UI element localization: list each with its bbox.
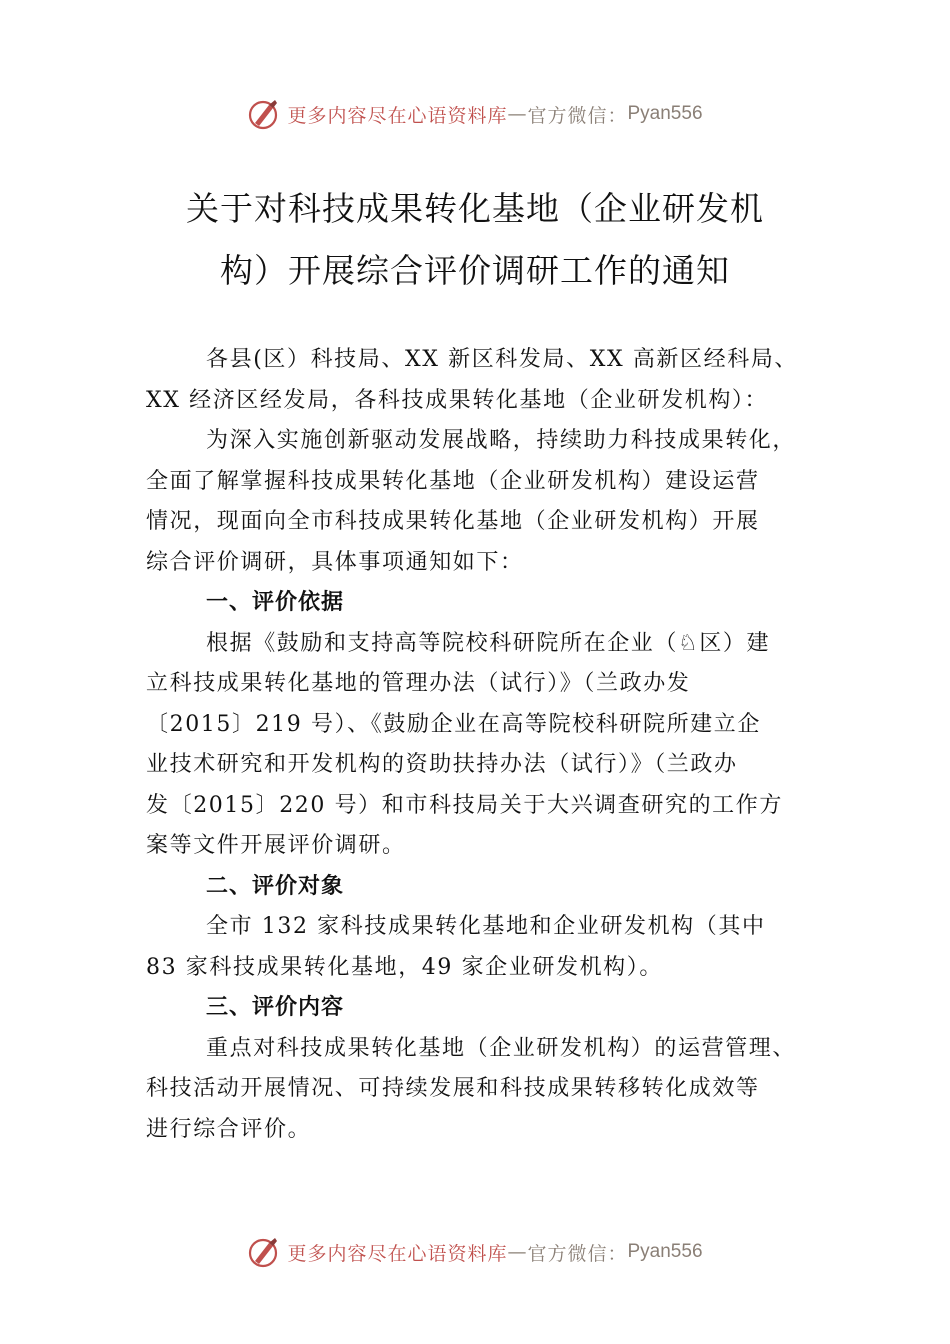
watermark-banner-top bbox=[0, 94, 950, 134]
body-line: 重点对科技成果转化基地（企业研发机构）的运营管理、 bbox=[206, 1035, 797, 1061]
body-line: 根据《鼓励和支持高等院校科研院所在企业（♘区）建 bbox=[206, 630, 771, 656]
watermark-banner-bottom bbox=[0, 1232, 950, 1272]
body-line: 案等文件开展评价调研。 bbox=[146, 833, 406, 858]
watermark-dash: — bbox=[507, 103, 528, 125]
body-line: XX 经济区经发局，各科技成果转化基地（企业研发机构）： bbox=[146, 387, 769, 413]
body-line: 全面了解掌握科技成果转化基地（企业研发机构）建设运营 bbox=[146, 468, 760, 494]
watermark-wechat-id: Pyan556 bbox=[627, 1241, 703, 1262]
watermark-gray-text: 官方微信： bbox=[527, 1242, 628, 1265]
document-body bbox=[146, 340, 816, 1150]
pen-logo-icon bbox=[247, 97, 281, 131]
watermark-gray-text: 官方微信： bbox=[527, 104, 628, 127]
body-line: 发〔2015〕220 号）和市科技局关于大兴调查研究的工作方 bbox=[146, 792, 783, 818]
watermark-wechat-id: Pyan556 bbox=[627, 103, 703, 124]
body-line: 〔2015〕219 号）、《鼓励企业在高等院校科研院所建立企 bbox=[146, 711, 761, 737]
body-line: 业技术研究和开发机构的资助扶持办法（试行）》（兰政办 bbox=[146, 752, 738, 777]
pen-logo-icon bbox=[247, 1235, 281, 1269]
section-heading-basis: 一、评价依据 bbox=[206, 590, 345, 615]
body-line: 科技活动开展情况、可持续发展和科技成果转移转化成效等 bbox=[146, 1076, 760, 1101]
watermark-dash: — bbox=[507, 1241, 528, 1263]
watermark-red-text: 更多内容尽在心语资料库 bbox=[287, 104, 508, 127]
section-heading-content: 三、评价内容 bbox=[206, 995, 345, 1020]
document-title-line2: 构）开展综合评价调研工作的通知 bbox=[220, 251, 730, 290]
watermark-red-text: 更多内容尽在心语资料库 bbox=[287, 1242, 508, 1265]
body-line: 各县(区）科技局、XX 新区科发局、XX 高新区经科局、 bbox=[206, 347, 799, 372]
body-line: 立科技成果转化基地的管理办法（试行）》（兰政办发 bbox=[146, 671, 691, 696]
body-line: 全市 132 家科技成果转化基地和企业研发机构（其中 bbox=[206, 914, 766, 939]
body-line: 为深入实施创新驱动发展战略，持续助力科技成果转化， bbox=[206, 428, 797, 453]
document-title-line1: 关于对科技成果转化基地（企业研发机 bbox=[186, 189, 764, 228]
body-line: 83 家科技成果转化基地，49 家企业研发机构）。 bbox=[146, 954, 663, 980]
body-line: 情况，现面向全市科技成果转化基地（企业研发机构）开展 bbox=[146, 509, 760, 534]
section-heading-target: 二、评价对象 bbox=[206, 873, 345, 899]
body-line: 进行综合评价。 bbox=[146, 1116, 312, 1142]
body-line: 综合评价调研，具体事项通知如下： bbox=[146, 549, 524, 575]
